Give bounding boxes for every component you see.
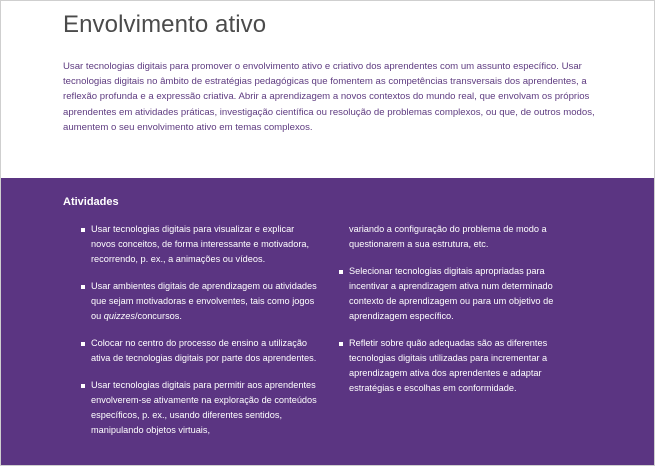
bullet-icon xyxy=(81,384,85,388)
list-item-text: Refletir sobre quão adequadas são as diferentes tecnologias digitais utilizadas para incrementar a aprendizagem ativa dos aprendentes e adaptar estratégias e escolhas em conformidade. xyxy=(349,338,548,393)
list-item-text-tail: /concursos. xyxy=(134,311,182,321)
list-item xyxy=(339,264,577,324)
list-item-text: Usar tecnologias digitais para visualizar e explicar novos conceitos, de forma interessante e motivadora, recorrendo, p. ex., a animações ou vídeos. xyxy=(91,224,310,264)
list-item-italic-text: quizzes xyxy=(103,311,135,321)
list-item-continuation xyxy=(339,222,577,252)
list-item xyxy=(339,336,577,396)
bullet-icon xyxy=(81,342,85,346)
activities-list-right xyxy=(339,222,577,408)
bullet-icon xyxy=(81,228,85,232)
activities-list-left xyxy=(81,222,321,450)
page-title: Envolvimento ativo xyxy=(63,11,267,38)
list-item xyxy=(81,222,321,267)
list-item xyxy=(81,378,321,438)
list-item xyxy=(81,279,321,324)
bullet-icon xyxy=(339,270,343,274)
bullet-icon xyxy=(81,285,85,289)
list-item-text: Colocar no centro do processo de ensino a utilização ativa de tecnologias digitais por parte dos aprendentes. xyxy=(91,338,317,363)
activities-heading: Atividades xyxy=(63,196,119,208)
intro-paragraph: Usar tecnologias digitais para promover o envolvimento ativo e criativo dos aprendentes com um assunto específico. Usar tecnologias digitais no âmbito de estratégias pedagógicas que fomentem as competências transversais dos aprendentes, a reflexão profunda e a expressão criativa. Abrir a aprendizagem a novos contextos do mundo real, que envolvam os próprios aprendentes em atividades práticas, investigação científica ou resolução de problemas complexos, ou que, de outros modos, aumentem o seu envolvimento ativo em temas complexos. xyxy=(63,61,595,133)
list-item-text: Usar tecnologias digitais para permitir aos aprendentes envolverem-se ativamente na exploração de conteúdos específicos, p. ex., usando diferentes sentidos, manipulando objetos virtuais, xyxy=(91,380,317,435)
list-item xyxy=(81,336,321,366)
bullet-icon xyxy=(339,342,343,346)
list-item-text: variando a configuração do problema de modo a questionarem a sua estrutura, etc. xyxy=(349,224,547,249)
list-item-text: Usar ambientes digitais de aprendizagem ou atividades que sejam motivadoras e envolventes, tais como jogos ou xyxy=(91,281,317,321)
activities-panel xyxy=(1,178,655,466)
list-item-text: Selecionar tecnologias digitais apropriadas para incentivar a aprendizagem ativa num determinado contexto de aprendizagem ou para um objetivo de aprendizagem específico. xyxy=(349,266,554,321)
